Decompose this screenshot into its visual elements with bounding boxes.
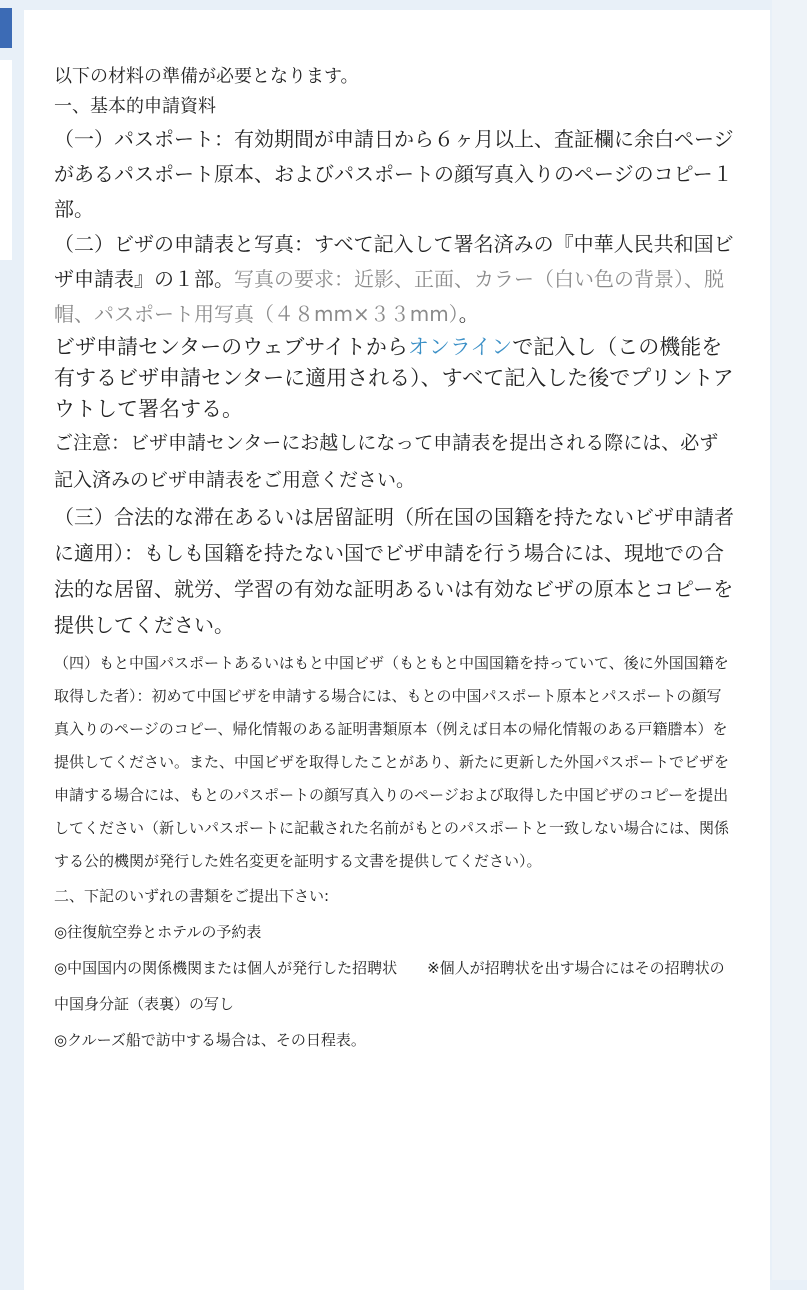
article-content [54, 62, 734, 1058]
application-form-paragraph [54, 227, 734, 332]
online-pre-text: ビザ申請センターのウェブサイトから [54, 335, 408, 359]
online-post-text: で記入し（この機能を有するビザ申請センターに適用される）、すべて記入した後でプリントアウトして署名する。 [54, 335, 734, 421]
online-link[interactable]: オンライン [407, 335, 513, 359]
former-chinese-paragraph: （四）もと中国パスポートあるいはもと中国ビザ（もともと中国国籍を持っていて、後に外国国籍を取得した者）：初めて中国ビザを申請する場合には、もとの中国パスポート原本とパスポートの顔写真入りのページのコピー、帰化情報のある証明書類原本（例えば日本の帰化情報のある戸籍謄本）を提供してください。また、中国ビザを取得したことがあり、新たに更新した外国パスポートでビザを申請する場合には、もとのパスポートの顔写真入りのページおよび取得した中国ビザのコピーを提出してください（新しいパスポートに記載された名前がもとのパスポートと一致しない場合には、関係する公的機関が発行した姓名変更を証明する文書を提供してください）。 [54, 654, 730, 870]
residence-paragraph: （三）合法的な滞在あるいは居留証明（所在国の国籍を持たないビザ申請者に適用）：もしも国籍を持たない国でビザ申請を行う場合には、現地での合法的な居留、就労、学習の有効な証明あるいは有効なビザの原本とコピーを提供してください。 [54, 505, 734, 637]
right-margin [772, 0, 807, 1280]
list-item-invitation: ◎中国国内の関係機関または個人が発行した招聘状 ※個人が招聘状を出す場合にはその招聘状の中国身分証（表裏）の写し [54, 959, 725, 1013]
intro-text: 以下の材料の準備が必要となります。 [54, 66, 359, 87]
passport-paragraph: （一）パスポート：有効期間が申請日から６ヶ月以上、査証欄に余白ページがあるパスポート原本、およびパスポートの顔写真入りのページのコピー１部。 [54, 127, 734, 221]
section1-title: 一、基本的申請資料 [54, 96, 216, 117]
left-nav-tab[interactable] [0, 8, 12, 48]
photo-requirements: 写真の要求：近影、正面、カラー（白い色の背景）、脱帽、パスポート用写真（４８mm×３３mm） [54, 267, 724, 326]
list-item-tickets: ◎往復航空券とホテルの予約表 [54, 923, 262, 941]
section2-title: 二、下記のいずれの書類をご提出下さい: [54, 887, 330, 905]
notice-paragraph: ご注意：ビザ申請センターにお越しになって申請表を提出される際には、必ず記入済みのビザ申請表をご用意ください。 [54, 432, 719, 491]
list-item-cruise: ◎クルーズ船で訪中する場合は、その日程表。 [54, 1031, 366, 1049]
form-main-text: （二）ビザの申請表と写真：すべて記入して署名済みの『中華人民共和国ビザ申請表』の１部。 [54, 232, 734, 291]
online-paragraph [54, 332, 734, 425]
photo-end: 。 [458, 302, 479, 326]
left-panel-edge [0, 60, 12, 260]
